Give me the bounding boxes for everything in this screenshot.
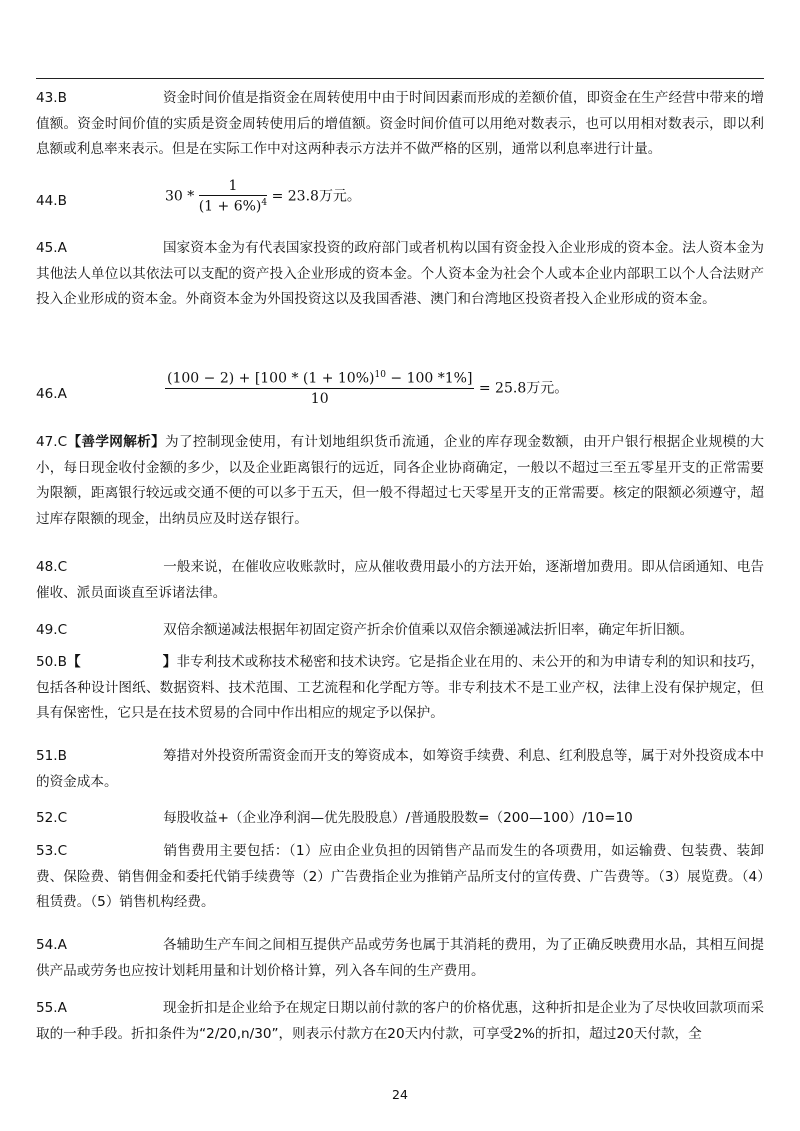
answer-number: 43.B: [36, 90, 67, 106]
formula-fraction: [165, 370, 474, 407]
answer-number: 54.A: [36, 937, 67, 953]
answer-44: [36, 188, 764, 214]
answer-43: [36, 86, 764, 163]
answer-number: 50.B: [36, 654, 67, 670]
source-tag: 【善学网解析】: [67, 434, 166, 450]
formula-44: [165, 178, 361, 215]
formula-fraction: [199, 178, 267, 215]
answer-explanation: 销售费用主要包括：（1）应由企业负担的因销售产品而发生的各项费用，如运输费、包装费、装卸费、保险费、销售佣金和委托代销手续费等（2）广告费指企业为推销产品所支付的宣传费、广告费等。（3）展览费。（4）租赁费。（5）销售机构经费。: [36, 843, 764, 910]
answer-number: 51.B: [36, 748, 67, 764]
answer-explanation: 各辅助生产车间之间相互提供产品或劳务也属于其消耗的费用，为了正确反映费用水品，其相互间提供产品或劳务也应按计划耗用量和计划价格计算，列入各车间的生产费用。: [36, 937, 764, 979]
formula-unit: 万元。: [526, 380, 569, 397]
formula-numerator: 1: [199, 178, 267, 196]
answer-number: 46.A: [36, 386, 67, 402]
tag-close: 】: [162, 654, 177, 670]
answer-45: [36, 236, 764, 313]
answer-number: 47.C: [36, 434, 68, 450]
answer-explanation: 一般来说，在催收应收账款时，应从催收费用最小的方法开始，逐渐增加费用。即从信函通知、电告催收、派员面谈直至诉诸法律。: [36, 559, 764, 601]
answer-number: 48.C: [36, 559, 68, 575]
answer-number: 45.A: [36, 240, 67, 256]
answer-48: [36, 555, 764, 606]
answer-51: [36, 744, 764, 795]
answer-number: 49.C: [36, 622, 68, 638]
answer-explanation: 双倍余额递减法根据年初固定资产折余价值乘以双倍余额递减法折旧率，确定年折旧额。: [163, 622, 694, 638]
answer-49: [36, 618, 764, 644]
answer-explanation: 筹措对外投资所需资金而开支的筹资成本，如筹资手续费、利息、红利股息等，属于对外投资成本中的资金成本。: [36, 748, 764, 790]
answer-number: 52.C: [36, 810, 68, 826]
answer-50: [36, 650, 764, 727]
answer-number: 55.A: [36, 1000, 67, 1016]
answer-explanation: 国家资本金为有代表国家投资的政府部门或者机构以国有资金投入企业形成的资本金。法人资本金为其他法人单位以其依法可以支配的资产投入企业形成的资本金。个人资本金为社会个人或本企业内部职工以个人合法财产投入企业形成的资本金。外商资本金为外国投资这以及我国香港、澳门和台湾地区投资者投入企业形成的资本金。: [36, 240, 764, 307]
formula-result: = 23.8: [271, 188, 319, 205]
formula-unit: 万元。: [318, 188, 361, 205]
answer-47: [36, 430, 764, 532]
answer-54: [36, 933, 764, 984]
answer-explanation: 非专利技术或称技术秘密和技术诀窍。它是指企业在用的、未公开的和为申请专利的知识和技巧，包括各种设计图纸、数据资料、技术范围、工艺流程和化学配方等。非专利技术不是工业产权，法律上没有保护规定，但具有保密性，它只是在技术贸易的合同中作出相应的规定予以保护。: [36, 654, 765, 721]
answer-52: [36, 806, 764, 832]
answer-explanation: 为了控制现金使用，有计划地组织货币流通，企业的库存现金数额，由开户银行根据企业规模的大小，每日现金收付金额的多少，以及企业距离银行的远近，同各企业协商确定，一般以不超过三至五零星开支的正常需要为限额，距离银行较远或交通不便的可以多于五天，但一般不得超过七天零星开支的正常需要。核定的限额必须遵守，超过库存限额的现金，出纳员应及时送存银行。: [36, 434, 764, 527]
answer-explanation: 现金折扣是企业给予在规定日期以前付款的客户的价格优惠，这种折扣是企业为了尽快收回款项而采取的一种手段。折扣条件为“2/20,n/30”，则表示付款方在20天内付款，可享受2%的折扣，超过20天付款，全: [36, 1000, 764, 1042]
answer-explanation: 每股收益+（企业净利润—优先股股息）/普通股股数=（200—100）/10=10: [163, 810, 633, 826]
answer-number: 53.C: [36, 843, 68, 859]
formula-46: [165, 370, 568, 407]
formula-numerator: $(100 - 2) + [100 * (1 + 10\%)^{10} - 100$ *1%]: [167, 370, 473, 387]
answer-explanation: 资金时间价值是指资金在周转使用中由于时间因素而形成的差额价值，即资金在生产经营中带来的增值额。资金时间价值的实质是资金周转使用后的增值额。资金时间价值可以用绝对数表示，也可以用相对数表示，即以利息额或利息率来表示。但是在实际工作中对这两种表示方法并不做严格的区别，通常以利息率进行计量。: [36, 90, 764, 157]
formula-denominator: $(1 + 6\%)^4$: [198, 198, 268, 215]
formula-denominator: 10: [310, 390, 329, 407]
answer-53: [36, 839, 764, 916]
answer-55: [36, 996, 764, 1047]
tag-open: 【: [66, 654, 81, 670]
answer-number: 44.B: [36, 193, 67, 209]
page-number: 24: [392, 1087, 408, 1102]
formula-result: = 25.8: [478, 380, 527, 397]
formula-lead: 30 *: [165, 188, 195, 205]
header-rule: [36, 78, 764, 79]
